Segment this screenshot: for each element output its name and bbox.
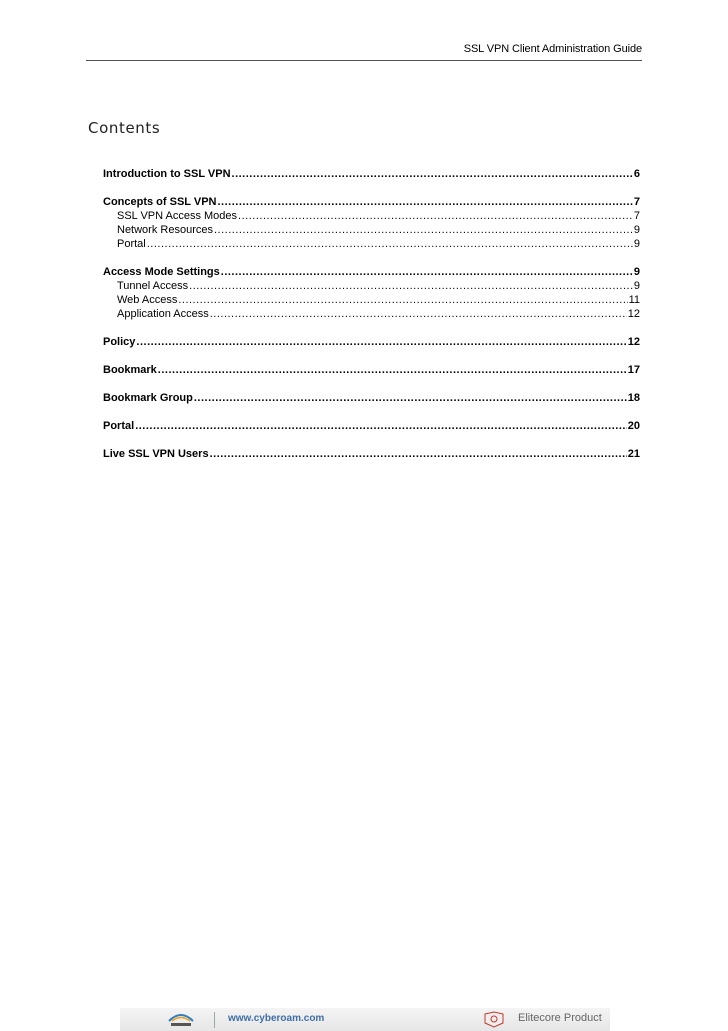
toc-page-number: 17 [627, 364, 640, 376]
toc-page-number: 9 [633, 280, 640, 292]
toc-entry-title: Portal [117, 238, 146, 250]
toc-chapter-entry[interactable] [103, 195, 640, 209]
toc-group [103, 419, 640, 433]
toc-page-number: 11 [628, 294, 640, 306]
toc-page-number: 12 [627, 336, 640, 348]
toc-page-number: 9 [633, 238, 640, 250]
toc-dot-leader [158, 363, 627, 377]
page-footer [120, 1008, 610, 1031]
toc-dot-leader [194, 391, 627, 405]
toc-page-number: 9 [633, 224, 640, 236]
toc-dot-leader [238, 209, 633, 223]
toc-group [103, 195, 640, 251]
table-of-contents [103, 167, 640, 475]
toc-chapter-entry[interactable] [103, 419, 640, 433]
toc-chapter-entry[interactable] [103, 335, 640, 349]
toc-dot-leader [135, 419, 627, 433]
toc-group [103, 265, 640, 321]
toc-entry-title: Bookmark Group [103, 392, 193, 404]
toc-dot-leader [147, 237, 633, 251]
toc-entry-title: Web Access [117, 294, 178, 306]
toc-page-number: 21 [627, 448, 640, 460]
toc-page-number: 6 [633, 168, 640, 180]
toc-entry-title: SSL VPN Access Modes [117, 210, 238, 222]
toc-section-entry[interactable] [103, 293, 640, 307]
toc-section-entry[interactable] [103, 307, 640, 321]
toc-dot-leader [217, 195, 632, 209]
toc-dot-leader [232, 167, 633, 181]
toc-entry-title: Network Resources [117, 224, 213, 236]
footer-divider [214, 1012, 215, 1028]
toc-entry-title: Policy [103, 336, 136, 348]
contents-heading: Contents [88, 119, 161, 137]
toc-entry-title: Tunnel Access [117, 280, 189, 292]
toc-group [103, 363, 640, 377]
toc-dot-leader [221, 265, 633, 279]
toc-dot-leader [189, 279, 633, 293]
toc-section-entry[interactable] [103, 209, 640, 223]
toc-entry-title: Live SSL VPN Users [103, 448, 209, 460]
toc-entry-title: Portal [103, 420, 135, 432]
toc-page-number: 9 [633, 266, 640, 278]
toc-page-number: 7 [633, 196, 640, 208]
toc-chapter-entry[interactable] [103, 391, 640, 405]
toc-group [103, 335, 640, 349]
toc-dot-leader [178, 293, 627, 307]
toc-dot-leader [136, 335, 626, 349]
toc-dot-leader [210, 447, 627, 461]
toc-chapter-entry[interactable] [103, 265, 640, 279]
toc-group [103, 391, 640, 405]
toc-section-entry[interactable] [103, 279, 640, 293]
toc-entry-title: Application Access [117, 308, 209, 320]
toc-group [103, 167, 640, 181]
elitecore-badge-icon [482, 1011, 506, 1028]
toc-entry-title: Access Mode Settings [103, 266, 220, 278]
toc-page-number: 18 [627, 392, 640, 404]
running-header-title: SSL VPN Client Administration Guide [463, 43, 642, 55]
toc-section-entry[interactable] [103, 223, 640, 237]
toc-entry-title: Introduction to SSL VPN [103, 168, 231, 180]
footer-product-label: Elitecore Product [518, 1012, 602, 1024]
toc-page-number: 7 [633, 210, 640, 222]
toc-entry-title: Concepts of SSL VPN [103, 196, 217, 208]
toc-entry-title: Bookmark [103, 364, 157, 376]
toc-page-number: 12 [627, 308, 640, 320]
toc-chapter-entry[interactable] [103, 363, 640, 377]
toc-dot-leader [210, 307, 627, 321]
toc-group [103, 447, 640, 461]
toc-dot-leader [214, 223, 633, 237]
footer-url[interactable]: www.cyberoam.com [228, 1013, 325, 1024]
toc-chapter-entry[interactable] [103, 447, 640, 461]
toc-chapter-entry[interactable] [103, 167, 640, 181]
toc-page-number: 20 [627, 420, 640, 432]
header-divider [86, 60, 642, 61]
cyberoam-logo-icon [166, 1011, 196, 1029]
toc-section-entry[interactable] [103, 237, 640, 251]
